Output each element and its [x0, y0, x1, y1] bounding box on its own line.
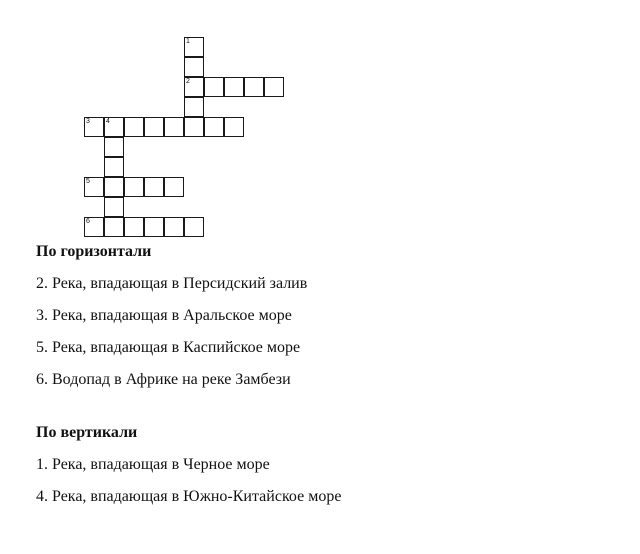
cell-number: 3: [86, 118, 90, 125]
across-clue-6: 6. Водопад в Африке на реке Замбези: [36, 371, 291, 388]
crossword-cell: [204, 117, 224, 137]
across-clue-3: 3. Река, впадающая в Аральское море: [36, 307, 292, 324]
crossword-cell: [244, 77, 264, 97]
crossword-cell: [104, 197, 124, 217]
crossword-cell: [224, 77, 244, 97]
crossword-cell: [184, 57, 204, 77]
crossword-cell: [104, 177, 124, 197]
across-clue-2: 2. Река, впадающая в Персидский залив: [36, 275, 308, 292]
crossword-cell: [184, 217, 204, 237]
crossword-cell: [144, 177, 164, 197]
cell-number: 6: [86, 218, 90, 225]
down-clue-1: 1. Река, впадающая в Черное море: [36, 456, 270, 473]
cell-number: 5: [86, 178, 90, 185]
crossword-cell: [124, 217, 144, 237]
crossword-cell: [144, 217, 164, 237]
crossword-cell: [164, 117, 184, 137]
crossword-cell: [84, 217, 104, 237]
crossword-cell: [104, 157, 124, 177]
crossword-cell: [164, 217, 184, 237]
crossword-cell: [124, 177, 144, 197]
crossword-cell: [104, 117, 124, 137]
cell-number: 1: [186, 38, 190, 45]
crossword-cell: [224, 117, 244, 137]
across-clue-5: 5. Река, впадающая в Каспийское море: [36, 339, 301, 356]
across-heading: По горизонтали: [36, 243, 152, 260]
cell-number: 4: [106, 118, 110, 125]
crossword-cell: [184, 37, 204, 57]
crossword-cell: [184, 117, 204, 137]
cell-number: 2: [186, 78, 190, 85]
crossword-cell: [184, 77, 204, 97]
crossword-cell: [264, 77, 284, 97]
crossword-cell: [84, 177, 104, 197]
down-heading: По вертикали: [36, 424, 138, 441]
crossword-cell: [144, 117, 164, 137]
down-clue-4: 4. Река, впадающая в Южно-Китайское море: [36, 488, 342, 505]
crossword-cell: [104, 137, 124, 157]
crossword-cell: [84, 117, 104, 137]
crossword-cell: [104, 217, 124, 237]
crossword-cell: [164, 177, 184, 197]
crossword-cell: [124, 117, 144, 137]
crossword-cell: [204, 77, 224, 97]
crossword-grid: [0, 0, 640, 240]
crossword-cell: [184, 97, 204, 117]
